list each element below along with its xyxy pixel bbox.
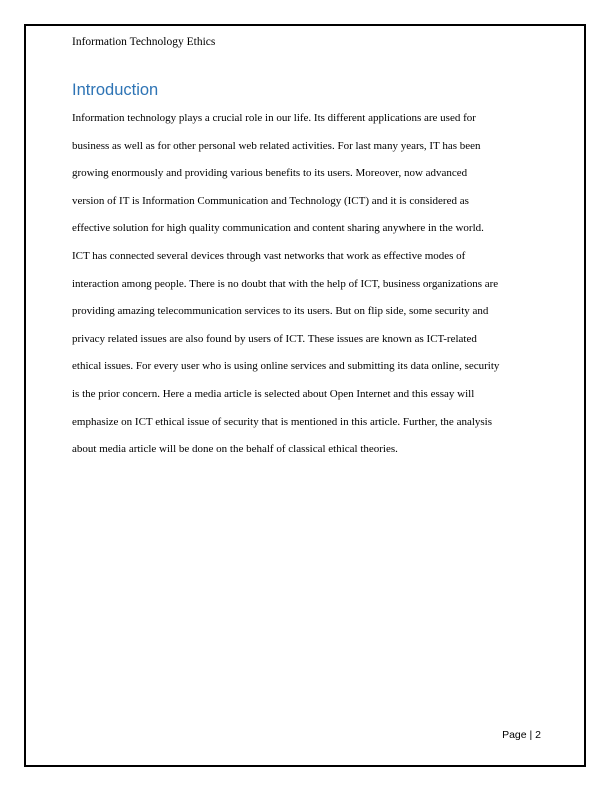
body-line: providing amazing telecommunication services to its users. But on flip side, some security and [72,305,489,318]
page-number: Page | 2 [502,729,541,741]
body-line: about media article will be done on the behalf of classical ethical theories. [72,443,398,456]
body-line: effective solution for high quality communication and content sharing anywhere in the world. [72,222,484,235]
section-heading: Introduction [72,81,159,99]
running-header: Information Technology Ethics [72,36,216,48]
body-line: version of IT is Information Communication and Technology (ICT) and it is considered as [72,194,469,207]
body-line: ethical issues. For every user who is using online services and submitting its data online, security [72,360,500,373]
body-line: Information technology plays a crucial role in our life. Its different applications are used for [72,112,476,124]
body-line: business as well as for other personal web related activities. For last many years, IT has been [72,139,481,152]
body-line: ICT has connected several devices through vast networks that work as effective modes of [72,249,466,262]
body-line: is the prior concern. Here a media article is selected about Open Internet and this essay will [72,387,475,400]
body-line: emphasize on ICT ethical issue of security that is mentioned in this article. Further, the analysis [72,415,493,428]
body-paragraph [72,109,542,468]
body-line: interaction among people. There is no doubt that with the help of ICT, business organizations are [72,277,499,290]
body-line: privacy related issues are also found by users of ICT. These issues are known as ICT-related [72,332,477,345]
body-line: growing enormously and providing various benefits to its users. Moreover, now advanced [72,167,468,180]
